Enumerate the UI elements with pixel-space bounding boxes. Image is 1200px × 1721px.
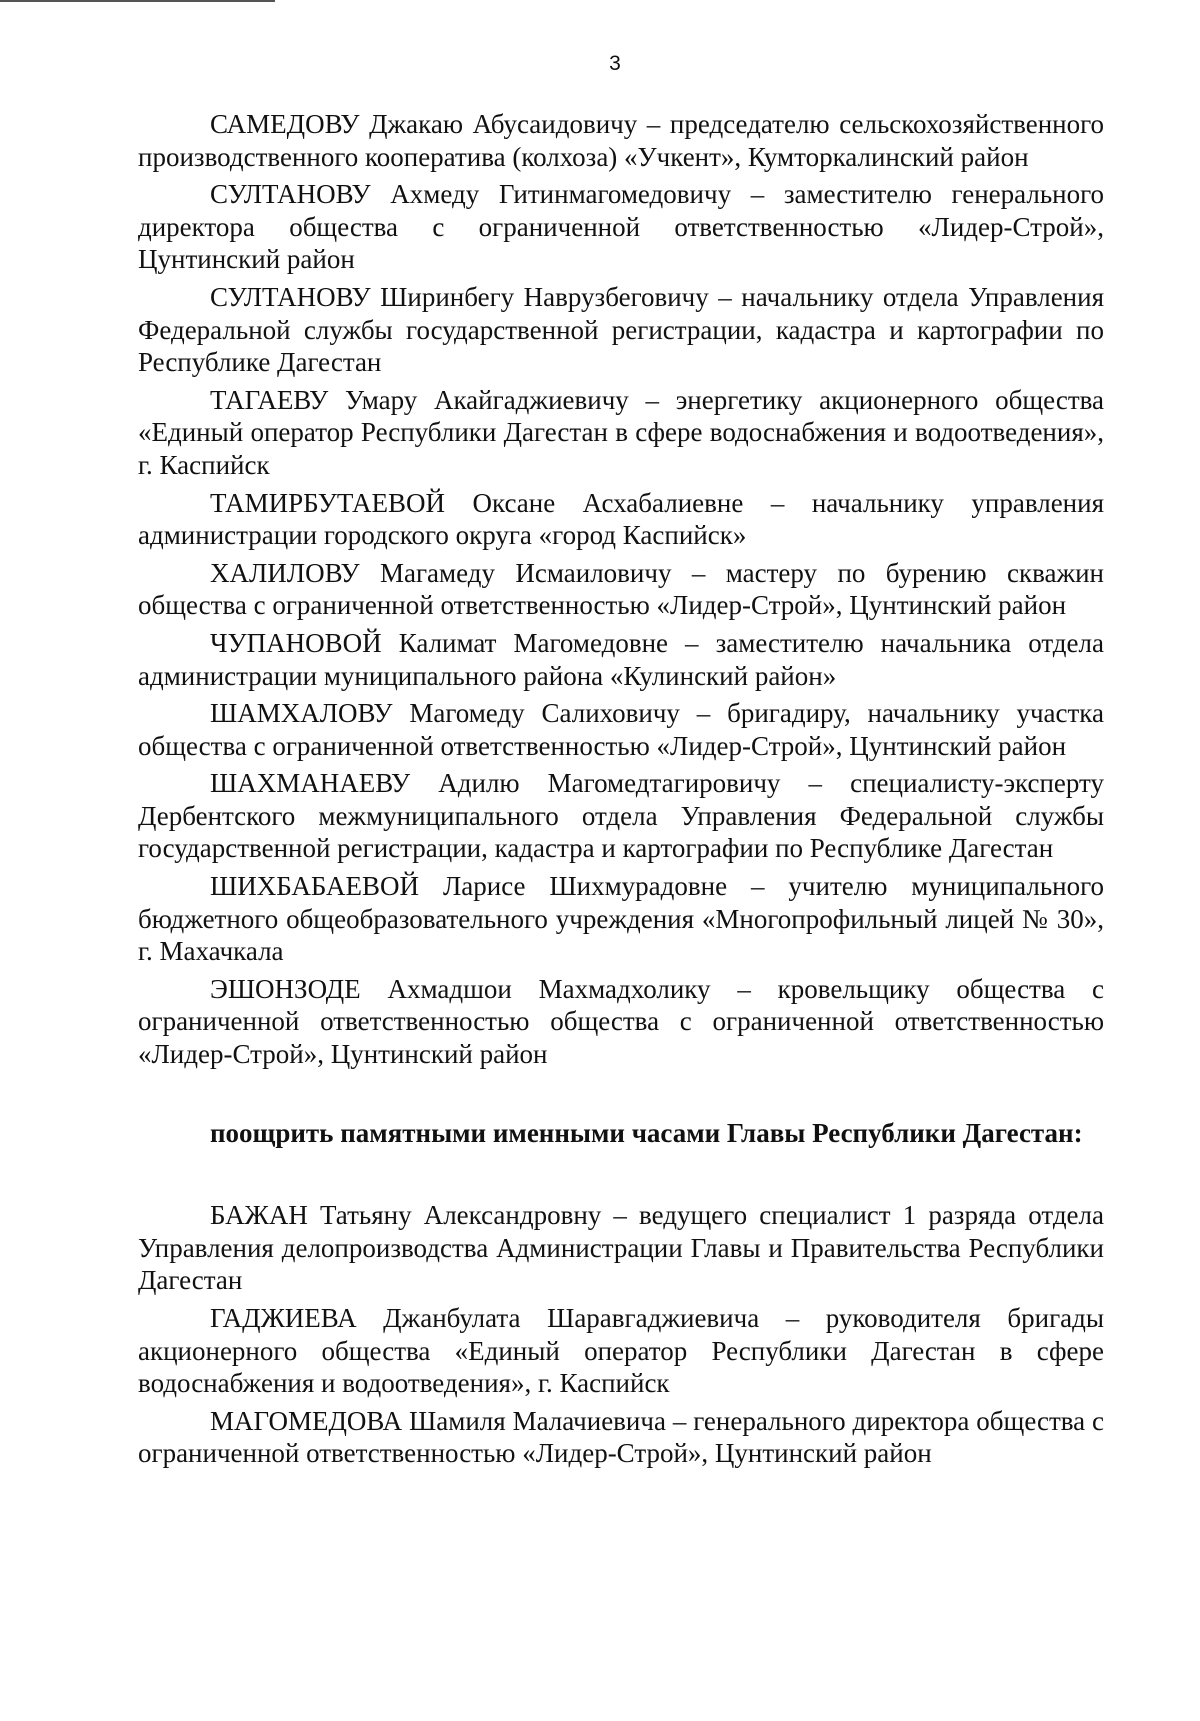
award-entry	[138, 697, 1104, 762]
surname: СУЛТАНОВУ	[210, 281, 371, 312]
surname: МАГОМЕДОВА	[210, 1405, 403, 1436]
entry-details: Джакаю Абусаидовичу – председателю сельскохозяйственного производственного кооператива (колхоза) «Учкент», Кумторкалинский район	[138, 109, 1105, 172]
page-number: 3	[609, 52, 621, 75]
entry-details: Ларисе Шихмурадовне – учителю муниципального бюджетного общеобразовательного учреждения «Многопрофильный лицей № 30», г. Махачкала	[138, 871, 1104, 967]
award-entry	[138, 281, 1104, 379]
award-entry	[138, 870, 1104, 968]
section-heading: поощрить памятными именными часами Главы Республики Дагестан:	[210, 1117, 1083, 1148]
surname: ТАГАЕВУ	[210, 384, 329, 415]
entry-details: Оксане Асхабалиевне – начальнику управления администрации городского округа «город Каспийск»	[138, 487, 1105, 551]
entry-details: Ахмеду Гитинмагомедовичу – заместителю генерального директора общества с ограниченной ответственностью «Лидер-Строй», Цунтинский район	[138, 179, 1105, 275]
surname: ШИХБАБАЕВОЙ	[210, 871, 420, 902]
award-entry	[138, 1302, 1104, 1400]
surname: САМЕДОВУ	[210, 109, 360, 139]
entry-details: Адилю Магомедтагировичу – специалисту-эксперту Дербентского межмуниципального отдела Управления Федеральной службы государственной регистрации, кадастра и картографии по Республике Дагестан	[138, 768, 1105, 864]
entry-details: Джанбулата Шаравгаджиевича – руководителя бригады акционерного общества «Единый оператор Республики Дагестан в сфере водоснабжения и водоотведения», г. Каспийск	[138, 1303, 1104, 1399]
surname: ГАДЖИЕВА	[210, 1303, 357, 1333]
award-entry	[138, 384, 1104, 482]
surname: ШАХМАНАЕВУ	[210, 768, 411, 799]
award-entry	[138, 767, 1104, 865]
entry-details: Калимат Магомедовне – заместителю начальника отдела администрации муниципального района «Кулинский район»	[138, 627, 1104, 691]
award-entry	[138, 557, 1104, 622]
award-entry	[138, 1405, 1104, 1470]
surname: ЧУПАНОВОЙ	[210, 627, 382, 658]
entry-details: Ширинбегу Наврузбеговичу – начальнику отдела Управления Федеральной службы государственной регистрации, кадастра и картографии по Республике Дагестан	[138, 281, 1104, 378]
surname: ШАМХАЛОВУ	[210, 698, 393, 729]
entry-details: Магамеду Исмаиловичу – мастеру по бурению скважин общества с ограниченной ответственностью «Лидер-Строй», Цунтинский район	[138, 557, 1104, 621]
entry-details: Шамиля Малачиевича – генерального директора общества с ограниченной ответственностью «Лидер-Строй», Цунтинский район	[138, 1405, 1104, 1469]
entry-details: Умару Акайгаджиевичу – энергетику акционерного общества «Единый оператор Республики Дагестан в сфере водоснабжения и водоотведения», г. Каспийск	[138, 384, 1104, 480]
entry-details: Татьяну Александровну – ведущего специалист 1 разряда отдела Управления делопроизводства Администрации Главы и Правительства Республики Дагестан	[138, 1200, 1104, 1296]
award-entry	[138, 973, 1104, 1071]
award-entry	[138, 487, 1104, 552]
document-body	[138, 108, 1104, 1475]
surname: БАЖАН	[210, 1200, 308, 1231]
surname: ЭШОНЗОДЕ	[210, 973, 361, 1004]
surname: ХАЛИЛОВУ	[210, 557, 360, 588]
surname: СУЛТАНОВУ	[210, 179, 371, 210]
scan-artifact-line	[0, 0, 275, 2]
award-entry	[138, 627, 1104, 692]
entry-details: Магомеду Салиховичу – бригадиру, начальнику участка общества с ограниченной ответственностью «Лидер-Строй», Цунтинский район	[138, 698, 1105, 761]
award-entry	[138, 108, 1104, 173]
award-entry	[138, 178, 1104, 276]
surname: ТАМИРБУТАЕВОЙ	[210, 487, 445, 518]
entry-details: Ахмадшои Махмадхолику – кровельщику общества с ограниченной ответственностью общества с ограниченной ответственностью «Лидер-Строй», Цунтинский район	[138, 973, 1105, 1070]
award-entry	[138, 1199, 1104, 1297]
